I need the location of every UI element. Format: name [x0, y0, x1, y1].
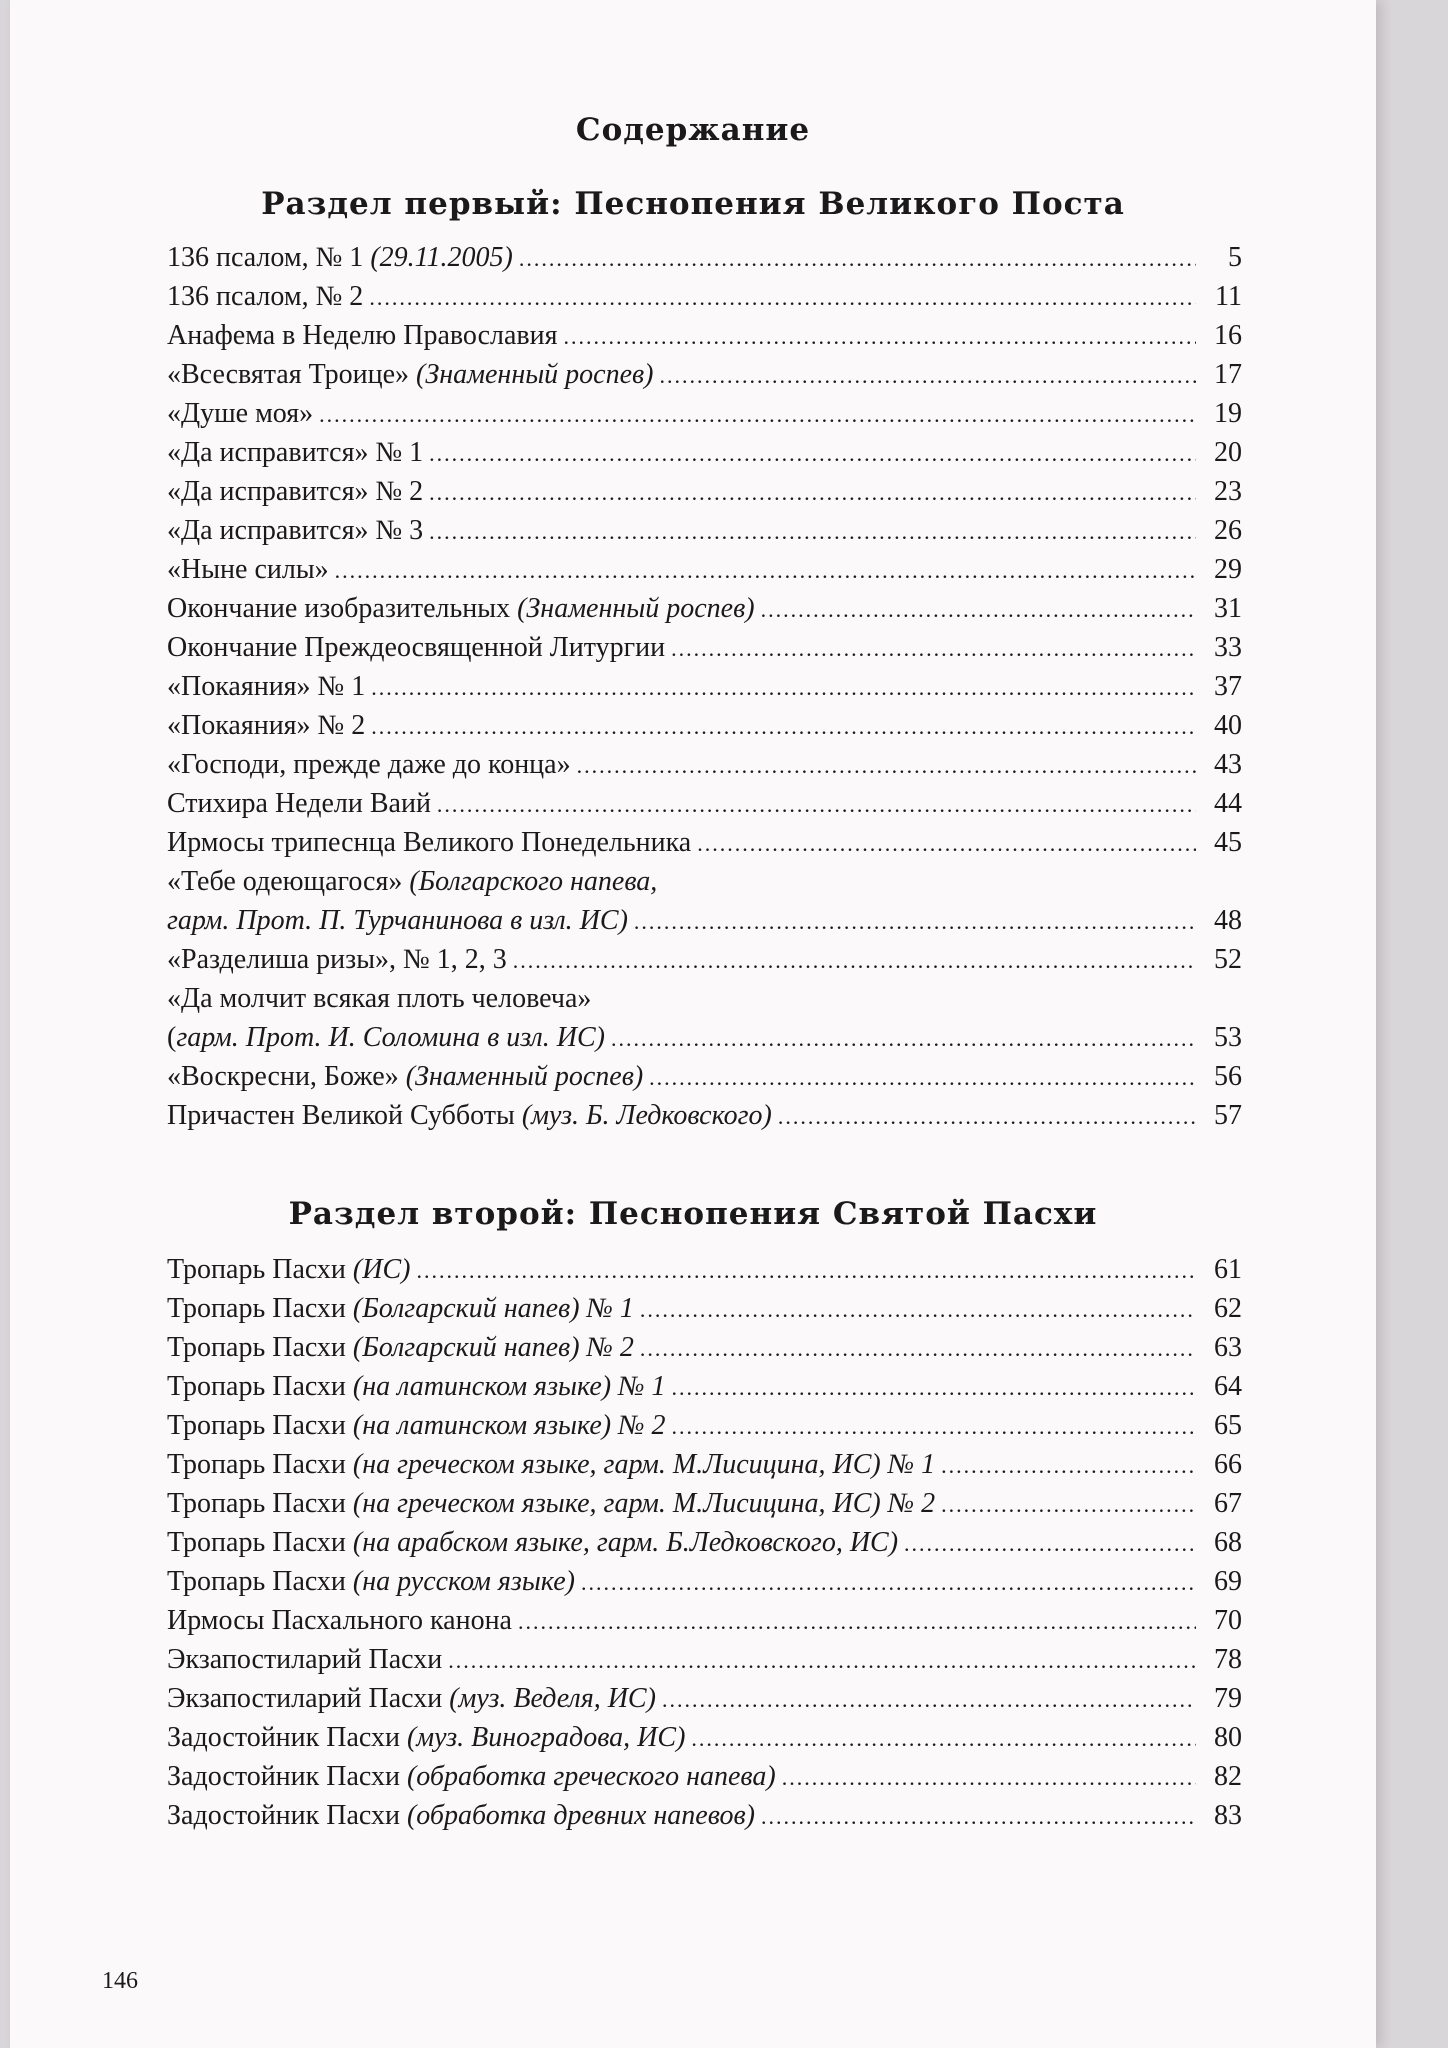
- toc-entry-label: [167, 279, 363, 315]
- toc-entry-page: 43: [1214, 749, 1242, 780]
- toc-entry: [167, 1798, 1242, 1834]
- contents-title: Содержание: [575, 112, 811, 148]
- dot-leader: [671, 631, 1196, 667]
- toc-entry-title: Задостойник Пасхи: [167, 1761, 407, 1792]
- toc-entry: [167, 1098, 1242, 1134]
- toc-entry-label: [167, 903, 628, 939]
- dot-leader: [761, 592, 1196, 628]
- toc-entry-label: [167, 1252, 410, 1288]
- toc-entry-page: 69: [1214, 1566, 1242, 1597]
- toc-entry: [167, 1408, 1242, 1444]
- dot-leader: [371, 709, 1196, 745]
- toc-entry-label: [167, 1798, 755, 1834]
- toc-entry-title: Задостойник Пасхи: [167, 1800, 407, 1831]
- toc-entry-title: Экзапостиларий Пасхи: [167, 1644, 443, 1675]
- toc-entry: [167, 981, 1242, 1017]
- toc-entry-label: [167, 1098, 772, 1134]
- toc-entry-page: 37: [1214, 671, 1242, 702]
- toc-entry: [167, 669, 1242, 705]
- toc-entry-title: Экзапостиларий Пасхи: [167, 1683, 450, 1714]
- dot-leader: [581, 1565, 1196, 1601]
- toc-entry-title: «Душе моя»: [167, 398, 314, 429]
- toc-entry-title: 136 псалом, № 2: [167, 281, 364, 312]
- toc-entry-page: 70: [1214, 1605, 1242, 1636]
- toc-entry: [167, 396, 1242, 432]
- book-page: [10, 0, 1376, 2048]
- toc-entry: [167, 1525, 1242, 1561]
- toc-entry-label: [167, 825, 691, 861]
- toc-entry-note: (Знаменный роспев): [405, 1061, 644, 1092]
- toc-entry-label: [167, 357, 654, 393]
- toc-entry-page: 57: [1214, 1100, 1242, 1131]
- toc-entry: [167, 1681, 1242, 1717]
- toc-entry-note: (Знаменный роспев): [517, 593, 755, 624]
- toc-entry-label: [167, 708, 365, 744]
- toc-entry: [167, 513, 1242, 549]
- toc-entry-title: Тропарь Пасхи: [167, 1254, 353, 1285]
- toc-entry: [167, 825, 1242, 861]
- toc-entry-title: «Ныне силы»: [167, 554, 329, 585]
- toc-entry: [167, 786, 1242, 822]
- toc-entry-label: [167, 1564, 575, 1600]
- dot-leader: [904, 1526, 1196, 1562]
- toc-entry-title: (: [167, 1022, 177, 1053]
- toc-entry-page: 48: [1214, 905, 1242, 936]
- toc-entry-page: 82: [1214, 1761, 1242, 1792]
- toc-entry-title: Тропарь Пасхи: [167, 1293, 353, 1324]
- toc-entry-page: 52: [1214, 944, 1242, 975]
- toc-entry-page: 63: [1214, 1332, 1242, 1363]
- toc-entry-page: 26: [1214, 515, 1242, 546]
- dot-leader: [662, 1682, 1196, 1718]
- toc-entry: [167, 1486, 1242, 1522]
- toc-entry-page: 11: [1215, 281, 1242, 312]
- dot-leader: [437, 787, 1196, 823]
- toc-entry-title: «Да исправится» № 2: [167, 476, 424, 507]
- dot-leader: [660, 358, 1197, 394]
- toc-entry-page: 78: [1214, 1644, 1242, 1675]
- toc-entry-label: [167, 396, 313, 432]
- toc-entry: [167, 1720, 1242, 1756]
- dot-leader: [429, 514, 1196, 550]
- toc-entry-title: «Покаяния» № 1: [167, 671, 366, 702]
- toc-entry: [167, 435, 1242, 471]
- toc-entry: [167, 747, 1242, 783]
- toc-entry-note: (Болгарский напев) № 2: [352, 1332, 634, 1363]
- toc-entry: [167, 864, 1242, 900]
- toc-entry: [167, 1059, 1242, 1095]
- toc-entry-page: 53: [1214, 1022, 1242, 1053]
- dot-leader: [429, 475, 1196, 511]
- toc-entry-page: 45: [1214, 827, 1242, 858]
- toc-entry-page: 65: [1214, 1410, 1242, 1441]
- toc-entry-label: [167, 240, 513, 276]
- toc-entry-page: 68: [1214, 1527, 1242, 1558]
- toc-entry-label: [167, 1603, 512, 1639]
- dot-leader: [577, 748, 1196, 784]
- toc-entry-note: (29.11.2005): [370, 242, 513, 273]
- dot-leader: [761, 1799, 1196, 1835]
- toc-entry-title: «Разделиша ризы», № 1, 2, 3: [167, 944, 507, 975]
- toc-entry-page: 29: [1214, 554, 1242, 585]
- dot-leader: [941, 1448, 1196, 1484]
- toc-entry-title: Тропарь Пасхи: [167, 1566, 353, 1597]
- dot-leader: [611, 1021, 1196, 1057]
- toc-entry-title: «Всесвятая Троице»: [167, 359, 417, 390]
- toc-entry: [167, 1252, 1242, 1288]
- dot-leader: [697, 826, 1196, 862]
- toc-entry-page: 56: [1214, 1061, 1242, 1092]
- dot-leader: [782, 1760, 1196, 1796]
- toc-entry-title: «Покаяния» № 2: [167, 710, 366, 741]
- toc-entry-note: (на латинском языке) № 2: [352, 1410, 666, 1441]
- toc-entry-page: 80: [1214, 1722, 1242, 1753]
- toc-entry-note: (на арабском языке, гарм. Б.Ледковского, ИС): [352, 1527, 899, 1558]
- toc-entry-note: (на греческом языке, гарм. М.Лисицина, ИС) № 1: [352, 1449, 936, 1480]
- toc-entry-page: 19: [1214, 398, 1242, 429]
- dot-leader: [634, 904, 1196, 940]
- toc-entry-title: Причастен Великой Субботы: [167, 1100, 522, 1131]
- toc-entry-page: 83: [1214, 1800, 1242, 1831]
- toc-entry-label: [167, 669, 365, 705]
- toc-entry: [167, 903, 1242, 939]
- toc-entry-label: [167, 1020, 605, 1056]
- dot-leader: [518, 1604, 1196, 1640]
- toc-entry-label: [167, 474, 423, 510]
- toc-entry-note: гарм. Прот. П. Турчанинова в изл. ИС): [167, 905, 628, 936]
- toc-entry-label: [167, 1408, 666, 1444]
- toc-entry-page: 61: [1214, 1254, 1242, 1285]
- toc-entry: [167, 1369, 1242, 1405]
- toc-entry-label: [167, 552, 329, 588]
- toc-entry-title: Задостойник Пасхи: [167, 1722, 407, 1753]
- toc-entry-page: 17: [1214, 359, 1242, 390]
- toc-entry: [167, 1759, 1242, 1795]
- dot-leader: [640, 1292, 1196, 1328]
- toc-entry-title: «Да исправится» № 1: [167, 437, 424, 468]
- toc-entry-note: (муз. Б. Ледковского): [521, 1100, 772, 1131]
- toc-entry-label: [167, 942, 507, 978]
- toc-entry-title: Тропарь Пасхи: [167, 1332, 353, 1363]
- toc-entry-label: [167, 1486, 935, 1522]
- toc-entry-title: «Господи, прежде даже до конца»: [167, 749, 571, 780]
- toc-entry-label: [167, 1720, 685, 1756]
- toc-entry-title: Тропарь Пасхи: [167, 1488, 353, 1519]
- toc-entry-page: 40: [1214, 710, 1242, 741]
- toc-entry-page: 67: [1214, 1488, 1242, 1519]
- toc-entry-label: [167, 747, 571, 783]
- toc-entry-note: (Знаменный роспев): [416, 359, 654, 390]
- dot-leader: [691, 1721, 1196, 1757]
- toc-entry-label: [167, 318, 558, 354]
- dot-leader: [519, 241, 1196, 277]
- toc-entry-label: [167, 1369, 666, 1405]
- toc-entry: [167, 1020, 1242, 1056]
- dot-leader: [778, 1099, 1196, 1135]
- toc-entry-page: 62: [1214, 1293, 1242, 1324]
- dot-leader: [448, 1643, 1196, 1679]
- toc-entry: [167, 1642, 1242, 1678]
- toc-entry-label: [167, 786, 431, 822]
- toc-entry-note: (Болгарского напева,: [409, 866, 658, 897]
- toc-entry-title: Окончание изобразительных: [167, 593, 518, 624]
- toc-entry: [167, 474, 1242, 510]
- dot-leader: [513, 943, 1196, 979]
- toc-entry: [167, 630, 1242, 666]
- toc-entry-note: (на латинском языке) № 1: [352, 1371, 666, 1402]
- section-1-heading: Раздел первый: Песнопения Великого Поста: [261, 186, 1125, 222]
- toc-entry: [167, 1291, 1242, 1327]
- toc-entry-page: 66: [1214, 1449, 1242, 1480]
- toc-entry-note: (на греческом языке, гарм. М.Лисицина, ИС) № 2: [352, 1488, 936, 1519]
- dot-leader: [369, 280, 1196, 316]
- toc-entry-title: Окончание Преждеосвященной Литургии: [167, 632, 666, 663]
- toc-entry-title: «Да молчит всякая плоть человеча»: [167, 983, 592, 1014]
- toc-entry-title: «Воскресни, Боже»: [167, 1061, 406, 1092]
- toc-entry: [167, 1603, 1242, 1639]
- section-2-heading: Раздел второй: Песнопения Святой Пасхи: [288, 1196, 1098, 1232]
- toc-entry-note: (Болгарский напев) № 1: [352, 1293, 634, 1324]
- toc-entry-label: [167, 864, 657, 900]
- toc-entry: [167, 708, 1242, 744]
- toc-entry-label: [167, 1642, 442, 1678]
- toc-entry: [167, 942, 1242, 978]
- toc-entry: [167, 279, 1242, 315]
- toc-entry-note: (муз. Веделя, ИС): [449, 1683, 656, 1714]
- toc-entry-title: «Да исправится» № 3: [167, 515, 424, 546]
- toc-entry: [167, 318, 1242, 354]
- dot-leader: [640, 1331, 1196, 1367]
- dot-leader: [672, 1370, 1196, 1406]
- toc-entry-note: (ИС): [352, 1254, 411, 1285]
- toc-entry-title: Стихира Недели Ваий: [167, 788, 431, 819]
- toc-entry-title: Ирмосы трипеснца Великого Понедельника: [167, 827, 692, 858]
- toc-entry-title: Анафема в Неделю Православия: [167, 320, 558, 351]
- toc-entry-title: «Тебе одеющагося»: [167, 866, 410, 897]
- dot-leader: [371, 670, 1196, 706]
- dot-leader: [649, 1060, 1196, 1096]
- toc-entry-note: гарм. Прот. И. Соломина в изл. ИС): [176, 1022, 605, 1053]
- toc-entry-label: [167, 1447, 935, 1483]
- toc-entry: [167, 1447, 1242, 1483]
- page-number: 146: [102, 1968, 138, 1994]
- toc-entry-page: 20: [1214, 437, 1242, 468]
- toc-entry-title: Тропарь Пасхи: [167, 1449, 353, 1480]
- toc-entry: [167, 240, 1242, 276]
- toc-entry-page: 79: [1214, 1683, 1242, 1714]
- toc-entry: [167, 357, 1242, 393]
- toc-entry-note: (обработка древних напевов): [406, 1800, 755, 1831]
- toc-entry-page: 5: [1228, 242, 1242, 273]
- toc-entry: [167, 1564, 1242, 1600]
- toc-entry: [167, 1330, 1242, 1366]
- dot-leader: [564, 319, 1196, 355]
- toc-entry-page: 23: [1214, 476, 1242, 507]
- dot-leader: [672, 1409, 1196, 1445]
- toc-entry-page: 31: [1214, 593, 1242, 624]
- toc-entry-title: Тропарь Пасхи: [167, 1410, 353, 1441]
- toc-entry-page: 64: [1214, 1371, 1242, 1402]
- toc-entry-label: [167, 1681, 656, 1717]
- toc-entry-note: (муз. Виноградова, ИС): [406, 1722, 686, 1753]
- toc-entry-label: [167, 591, 755, 627]
- toc-entry: [167, 591, 1242, 627]
- toc-entry-label: [167, 1759, 776, 1795]
- toc-entry-label: [167, 981, 591, 1017]
- dot-leader: [335, 553, 1196, 589]
- toc-entry-title: Ирмосы Пасхального канона: [167, 1605, 512, 1636]
- toc-entry: [167, 552, 1242, 588]
- dot-leader: [416, 1253, 1196, 1289]
- toc-entry-page: 44: [1214, 788, 1242, 819]
- toc-entry-label: [167, 1059, 643, 1095]
- toc-entry-page: 33: [1214, 632, 1242, 663]
- dot-leader: [941, 1487, 1196, 1523]
- toc-entry-title: Тропарь Пасхи: [167, 1371, 353, 1402]
- toc-entry-label: [167, 1291, 634, 1327]
- toc-entry-label: [167, 1525, 898, 1561]
- toc-entry-label: [167, 513, 423, 549]
- toc-entry-note: (на русском языке): [352, 1566, 575, 1597]
- toc-entry-title: 136 псалом, № 1: [167, 242, 371, 273]
- toc-entry-label: [167, 1330, 634, 1366]
- toc-entry-label: [167, 435, 423, 471]
- toc-entry-title: Тропарь Пасхи: [167, 1527, 353, 1558]
- toc-entry-note: (обработка греческого напева): [406, 1761, 776, 1792]
- dot-leader: [319, 397, 1196, 433]
- dot-leader: [429, 436, 1196, 472]
- toc-entry-page: 16: [1214, 320, 1242, 351]
- toc-entry-label: [167, 630, 665, 666]
